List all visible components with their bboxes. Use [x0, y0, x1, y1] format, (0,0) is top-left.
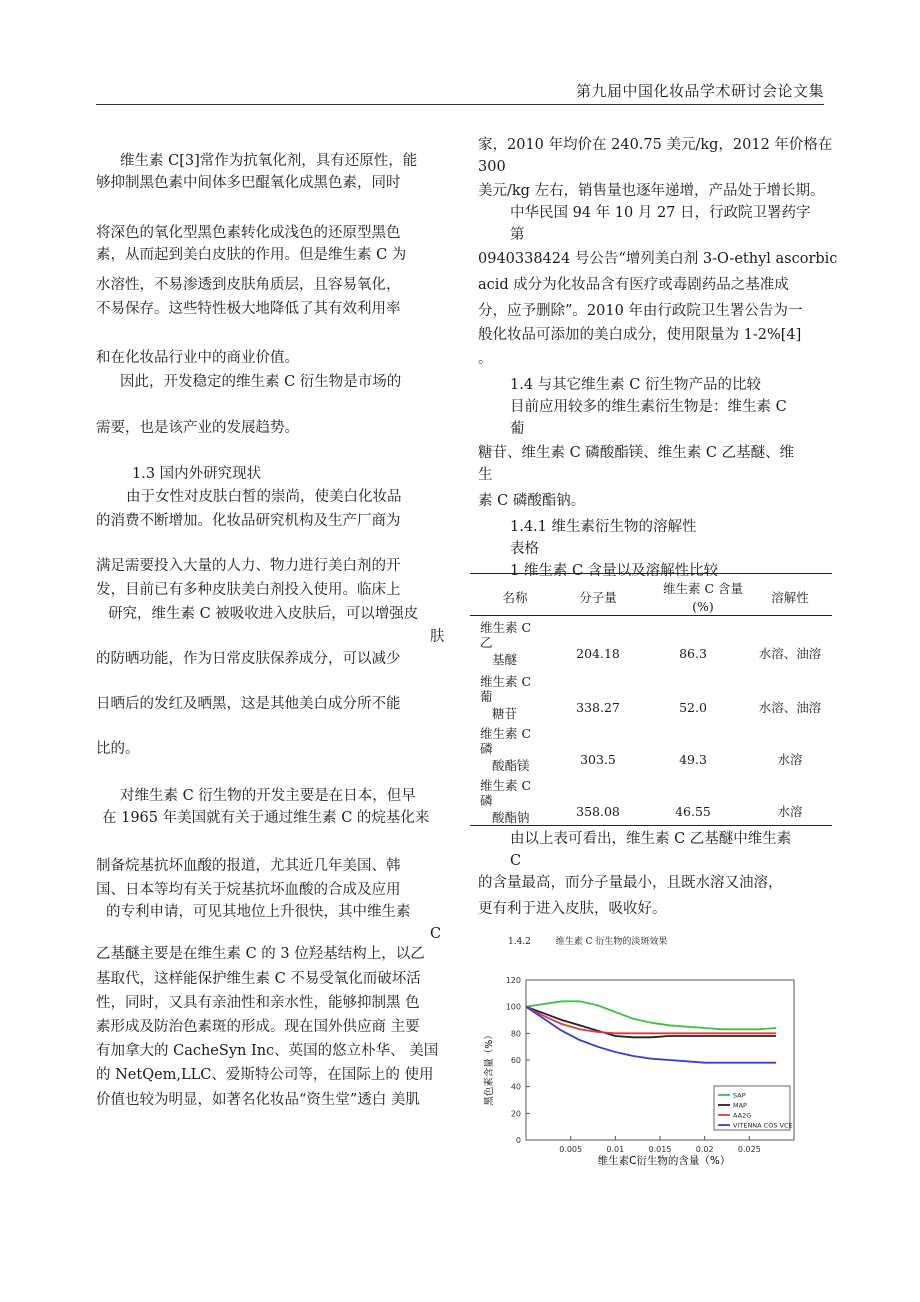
left-line: 需要，也是该产业的发展趋势。	[96, 420, 299, 436]
legend-label: SAP	[733, 1091, 746, 1100]
left-line: 不易保存。这些特性极大地降低了其有效利用率	[96, 301, 401, 317]
chart-caption	[508, 934, 667, 947]
header-name: 名称	[502, 590, 528, 605]
left-line: 对维生素 C 衍生物的开发主要是在日本，但早	[120, 788, 416, 804]
cell-name: 基醚	[492, 652, 518, 667]
right-line: 葡	[510, 421, 525, 437]
legend-label: AA2G	[733, 1111, 752, 1120]
table-header-rule	[470, 615, 832, 616]
table-row	[470, 619, 832, 669]
right-line: 目前应用较多的维生素衍生物是：维生素 C	[510, 399, 787, 415]
left-line: 将深色的氧化型黑色素转化成浅色的还原型黑色	[96, 225, 401, 241]
right-line: 第	[510, 227, 525, 243]
cell-name: 维生素 C	[480, 726, 532, 741]
cell-sol: 水溶、油溶	[758, 700, 822, 715]
right-line: 1.4 与其它维生素 C 衍生物产品的比较	[510, 377, 761, 393]
left-line: 够抑制黑色素中间体多巴醌氧化成黑色素，同时	[96, 175, 401, 191]
left-line: 满足需要投入大量的人力、物力进行美白剂的开	[96, 558, 401, 574]
left-line: 有加拿大的 CacheSyn Inc、英国的悠立朴华、 美国	[96, 1043, 439, 1059]
after-table-line: 更有利于进入皮肤，吸收好。	[478, 901, 667, 917]
right-line: 般化妆品可添加的美白成分，使用限量为 1-2%[4]	[478, 327, 802, 343]
x-tick-label: 0.005	[559, 1145, 583, 1154]
cell-name: 酸酯镁	[492, 758, 530, 773]
cell-name: 乙	[480, 635, 493, 650]
table-bottom-rule	[470, 825, 832, 826]
cell-mw: 338.27	[576, 700, 620, 715]
table-top-rule	[470, 573, 832, 574]
y-tick-label: 40	[510, 1082, 521, 1092]
header-solubility: 溶解性	[771, 590, 809, 605]
y-tick-label: 60	[510, 1056, 521, 1065]
right-line: 生	[478, 467, 493, 483]
running-header: 第九届中国化妆品学术研讨会论文集	[575, 82, 824, 100]
cell-name: 磷	[480, 741, 493, 756]
x-tick-label: 0.02	[695, 1145, 714, 1154]
left-line: 素，从而起到美白皮肤的作用。但是维生素 C 为	[96, 247, 407, 263]
left-line: 肤	[430, 629, 445, 645]
table-header-row	[470, 579, 832, 615]
left-line: 性，同时，又具有亲油性和亲水性，能够抑制黑 色	[96, 995, 420, 1011]
cell-sol: 水溶	[777, 804, 803, 819]
right-line: 家，2010 年均价在 240.75 美元/kg，2012 年价格在	[478, 137, 833, 153]
cell-sol: 水溶	[777, 752, 803, 767]
cell-sol: 水溶、油溶	[758, 646, 822, 661]
melanin-chart	[476, 962, 816, 1178]
header-vc: 维生素 C 含量	[662, 581, 743, 596]
cell-vc: 86.3	[679, 646, 707, 661]
cell-name: 维生素 C	[480, 674, 532, 689]
cell-mw: 303.5	[580, 752, 616, 767]
cell-name: 酸酯钠	[492, 810, 530, 825]
cell-name: 维生素 C	[480, 620, 532, 635]
left-line: 维生素 C[3]常作为抗氧化剂，具有还原性，能	[120, 153, 418, 169]
chart-caption-text: 维生素 C 衍生物的淡斑效果	[555, 937, 668, 947]
x-axis-label: 维生素C衍生物的含量（%）	[597, 1155, 731, 1167]
right-line: 分，应予删除”。2010 年由行政院卫生署公告为一	[478, 303, 803, 319]
y-tick-label: 80	[510, 1029, 521, 1039]
left-line: C	[430, 926, 442, 942]
legend-label: MAP	[733, 1101, 747, 1110]
right-line: 1 维生素 C 含量以及溶解性比较	[510, 563, 719, 579]
right-line: 1.4.1 维生素衍生物的溶解性	[510, 519, 697, 535]
left-line: 在 1965 年美国就有关于通过维生素 C 的烷基化来	[102, 810, 430, 826]
right-line: 糖苷、维生素 C 磷酸酯镁、维生素 C 乙基醚、维	[478, 445, 795, 461]
right-line: 美元/kg 左右，销售量也逐年递增，产品处于增长期。	[478, 183, 825, 199]
left-column	[96, 150, 448, 1150]
left-line: 发，目前已有多种皮肤美白剂投入使用。临床上	[96, 582, 401, 598]
header-rule	[96, 104, 824, 105]
left-line: 乙基醚主要是在维生素 C 的 3 位羟基结构上，以乙	[96, 946, 425, 962]
series-line-vitenna-cos-vce	[526, 1007, 776, 1063]
left-line: 国、日本等均有关于烷基抗坏血酸的合成及应用	[96, 882, 401, 898]
cell-vc: 52.0	[679, 700, 707, 715]
after-table-line: 由以上表可看出，维生素 C 乙基醚中维生素	[510, 831, 792, 847]
right-line: 0940338424 号公告“增列美白剂 3-O-ethyl ascorbic	[478, 251, 838, 267]
table-row	[470, 777, 832, 827]
cell-name: 糖苷	[492, 706, 518, 721]
left-line: 的专利申请，可见其地位上升很快，其中维生素	[106, 904, 411, 920]
right-line: 素 C 磷酸酯钠。	[478, 493, 586, 509]
chart-caption-number: 1.4.2	[508, 937, 531, 947]
left-line: 比的。	[96, 741, 140, 757]
left-line: 的消费不断增加。化妆品研究机构及生产厂商为	[96, 513, 401, 529]
right-line: 。	[478, 351, 493, 367]
cell-vc: 49.3	[679, 752, 707, 767]
right-line: 表格	[510, 541, 539, 557]
left-line: 水溶性，不易渗透到皮肤角质层，且容易氧化，	[96, 277, 401, 293]
y-tick-label: 100	[505, 1002, 521, 1012]
x-tick-label: 0.015	[648, 1145, 672, 1154]
left-line: 价值也较为明显，如著名化妆品“资生堂”透白 美肌	[96, 1092, 420, 1108]
header-vc-unit: (%)	[692, 599, 714, 614]
left-line: 研究，维生素 C 被吸收进入皮肤后，可以增强皮	[108, 606, 419, 622]
left-line: 的防晒功能，作为日常皮肤保养成分，可以减少	[96, 651, 401, 667]
left-line: 和在化妆品行业中的商业价值。	[96, 350, 299, 366]
cell-mw: 358.08	[576, 804, 620, 819]
header-mw: 分子量	[579, 590, 617, 605]
left-line: 基取代，这样能保护维生素 C 不易受氧化而破坏活	[96, 971, 421, 987]
cell-name: 磷	[480, 793, 493, 808]
left-line: 日晒后的发红及晒黑，这是其他美白成分所不能	[96, 696, 401, 712]
cell-name: 维生素 C	[480, 778, 532, 793]
left-line: 制备烷基抗坏血酸的报道，尤其近几年美国、韩	[96, 858, 401, 874]
legend-label: VITENNA COS VCE	[733, 1121, 793, 1130]
left-line: 由于女性对皮肤白皙的崇尚，使美白化妆品	[126, 489, 402, 505]
table-row	[470, 673, 832, 723]
y-tick-label: 20	[510, 1109, 521, 1119]
x-tick-label: 0.025	[737, 1145, 761, 1154]
y-axis-label: 黑色素含量（%）	[484, 1030, 495, 1106]
left-line: 1.3 国内外研究现状	[132, 466, 262, 482]
y-tick-label: 120	[505, 976, 521, 985]
cell-vc: 46.55	[675, 804, 711, 819]
left-line: 因此，开发稳定的维生素 C 衍生物是市场的	[120, 374, 402, 390]
table-row	[470, 725, 832, 775]
cell-mw: 204.18	[576, 646, 620, 661]
after-table-line: 的含量最高，而分子量最小，且既水溶又油溶，	[478, 875, 783, 891]
right-line: 中华民国 94 年 10 月 27 日，行政院卫署药字	[510, 205, 811, 221]
y-tick-label: 0	[515, 1136, 521, 1145]
left-line: 素形成及防治色素斑的形成。现在国外供应商 主要	[96, 1019, 420, 1035]
right-line: 300	[478, 159, 506, 175]
cell-name: 葡	[480, 689, 493, 704]
x-tick-label: 0.01	[606, 1145, 625, 1154]
right-line: acid 成分为化妆品含有医疗或毒剧药品之基准成	[478, 277, 789, 293]
after-table-text	[478, 828, 832, 928]
after-table-line: C	[510, 853, 522, 869]
left-line: 的 NetQem,LLC、爱斯特公司等，在国际上的 使用	[96, 1067, 434, 1083]
